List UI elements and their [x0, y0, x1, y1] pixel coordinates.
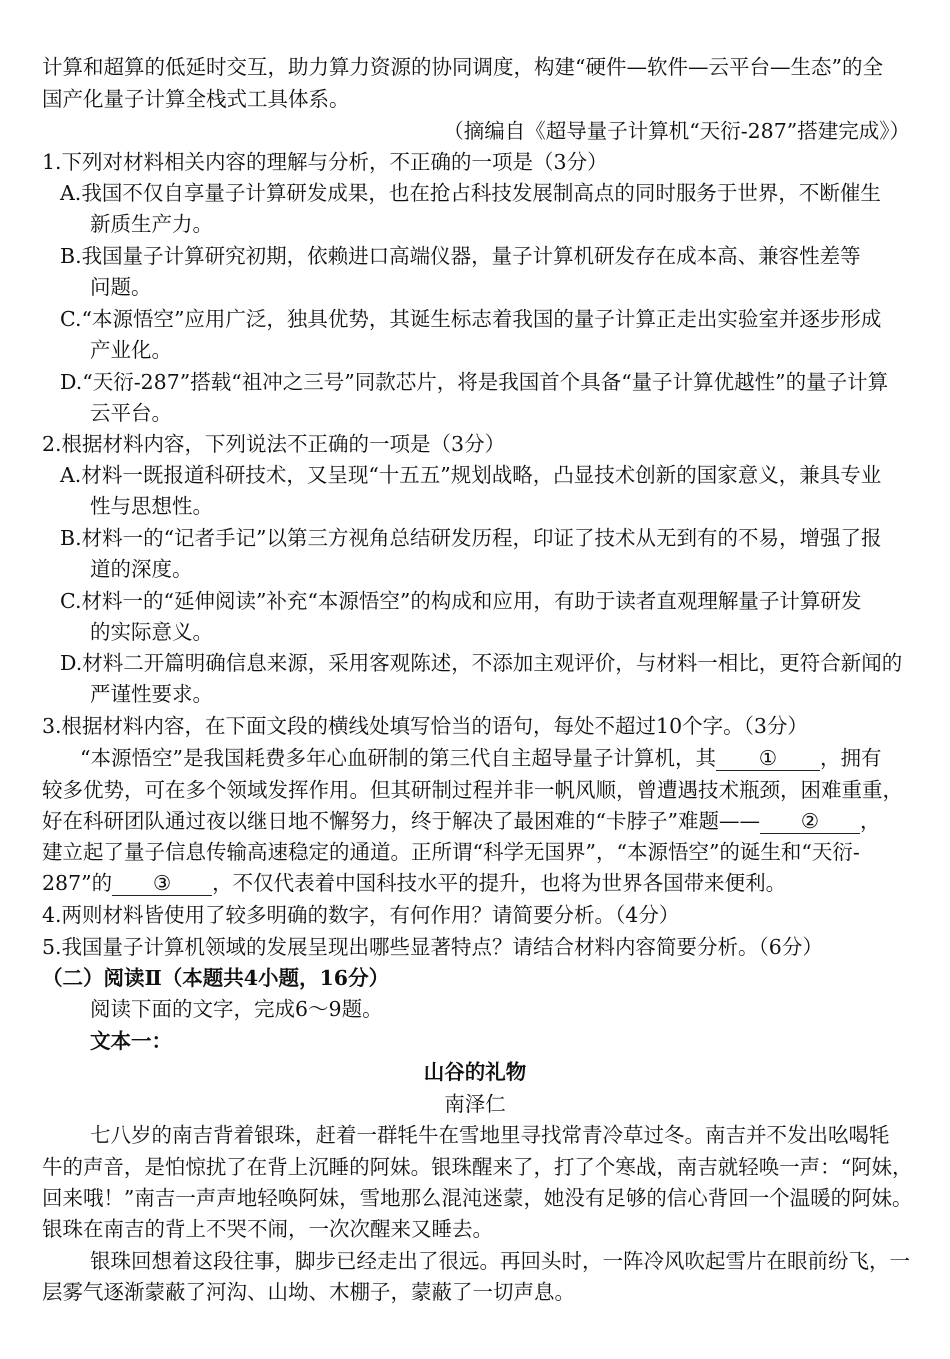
- q1-option-c-cont: 产业化。: [90, 338, 172, 362]
- question-5: 5.我国量子计算机领域的发展呈现出哪些显著特点？请结合材料内容简要分析。（6分）: [42, 935, 823, 959]
- intro-line: 计算和超算的低延时交互，助力算力资源的协同调度，构建“硬件—软件—云平台—生态”的全: [42, 55, 883, 79]
- article-author: 南泽仁: [444, 1092, 506, 1116]
- blank-3[interactable]: ③: [112, 871, 212, 896]
- q3-text: ，: [859, 809, 881, 833]
- section-instruction: 阅读下面的文字，完成6～9题。: [90, 997, 383, 1021]
- source-citation: （摘编自《超导量子计算机“天衍-287”搭建完成》）: [443, 119, 910, 143]
- q1-option-d-cont: 云平台。: [90, 401, 172, 425]
- q1-option-b-cont: 问题。: [90, 275, 152, 299]
- section-heading: （二）阅读Ⅱ（本题共4小题，16分）: [42, 966, 390, 990]
- article-title: 山谷的礼物: [423, 1060, 527, 1084]
- question-1-stem: 1.下列对材料相关内容的理解与分析，不正确的一项是（3分）: [42, 150, 608, 174]
- q3-text: ，不仅代表着中国科技水平的提升，也将为世界各国带来便利。: [212, 871, 787, 895]
- q3-passage-line: 建立起了量子信息传输高速稳定的通道。正所谓“科学无国界”，“本源悟空”的诞生和“天衍-: [42, 840, 860, 864]
- article-paragraph-line: 层雾气逐渐蒙蔽了河沟、山坳、木棚子，蒙蔽了一切声息。: [42, 1280, 575, 1304]
- q1-option-b: B.我国量子计算研究初期，依赖进口高端仪器，量子计算机研发存在成本高、兼容性差等: [60, 244, 861, 268]
- article-paragraph-line: 牛的声音，是怕惊扰了在背上沉睡的阿妹。银珠醒来了，打了个寒战，南吉就轻唤一声：“阿妹，: [42, 1155, 913, 1179]
- q3-passage-line: [80, 743, 881, 773]
- q3-passage-line: [42, 868, 786, 898]
- q2-option-a-cont: 性与思想性。: [90, 494, 213, 518]
- question-2-stem: 2.根据材料内容，下列说法不正确的一项是（3分）: [42, 432, 506, 456]
- article-paragraph-line: 银珠在南吉的背上不哭不闹，一次次醒来又睡去。: [42, 1217, 493, 1241]
- article-paragraph-line: 回来哦！”南吉一声声地轻唤阿妹，雪地那么混沌迷蒙，她没有足够的信心背回一个温暖的阿妹。: [42, 1186, 913, 1210]
- intro-line: 国产化量子计算全栈式工具体系。: [42, 87, 350, 111]
- text-label: 文本一：: [90, 1029, 172, 1053]
- q1-option-c: C.“本源悟空”应用广泛，独具优势，其诞生标志着我国的量子计算正走出实验室并逐步形成: [60, 307, 882, 331]
- q3-text: 好在科研团队通过夜以继日地不懈努力，终于解决了最困难的“卡脖子”难题——: [42, 809, 760, 833]
- q2-option-d-cont: 严谨性要求。: [90, 682, 213, 706]
- blank-1[interactable]: ①: [716, 746, 820, 771]
- q3-text: 287”的: [42, 871, 113, 895]
- article-paragraph-line: 银珠回想着这段往事，脚步已经走出了很远。再回头时，一阵冷风吹起雪片在眼前纷飞，一: [90, 1249, 910, 1273]
- q2-option-d: D.材料二开篇明确信息来源，采用客观陈述，不添加主观评价，与材料一相比，更符合新闻的: [60, 651, 903, 675]
- q1-option-a: A.我国不仅自享量子计算研发成果，也在抢占科技发展制高点的同时服务于世界，不断催生: [60, 181, 881, 205]
- q2-option-b: B.材料一的“记者手记”以第三方视角总结研发历程，印证了技术从无到有的不易，增强了报: [60, 526, 882, 550]
- q2-option-b-cont: 道的深度。: [90, 557, 193, 581]
- blank-2[interactable]: ②: [760, 809, 860, 834]
- q3-text: ，拥有: [819, 746, 882, 770]
- q2-option-c-cont: 的实际意义。: [90, 620, 213, 644]
- q3-passage-line: [42, 806, 880, 836]
- question-3-stem: 3.根据材料内容，在下面文段的横线处填写恰当的语句，每处不超过10个字。（3分）: [42, 714, 808, 738]
- question-4: 4.两则材料皆使用了较多明确的数字，有何作用？请简要分析。（4分）: [42, 903, 680, 927]
- q1-option-d: D.“天衍-287”搭载“祖冲之三号”同款芯片，将是我国首个具备“量子计算优越性”的量子计算: [60, 370, 889, 394]
- q2-option-c: C.材料一的“延伸阅读”补充“本源悟空”的构成和应用，有助于读者直观理解量子计算研发: [60, 589, 862, 613]
- q2-option-a: A.材料一既报道科研技术，又呈现“十五五”规划战略，凸显技术创新的国家意义，兼具专业: [60, 463, 882, 487]
- article-paragraph-line: 七八岁的南吉背着银珠，赶着一群牦牛在雪地里寻找常青冷草过冬。南吉并不发出吆喝牦: [90, 1123, 890, 1147]
- q3-passage-line: 较多优势，可在多个领域发挥作用。但其研制过程并非一帆风顺，曾遭遇技术瓶颈，困难重重，: [42, 778, 903, 802]
- q1-option-a-cont: 新质生产力。: [90, 212, 213, 236]
- q3-text: “本源悟空”是我国耗费多年心血研制的第三代自主超导量子计算机，其: [80, 746, 716, 770]
